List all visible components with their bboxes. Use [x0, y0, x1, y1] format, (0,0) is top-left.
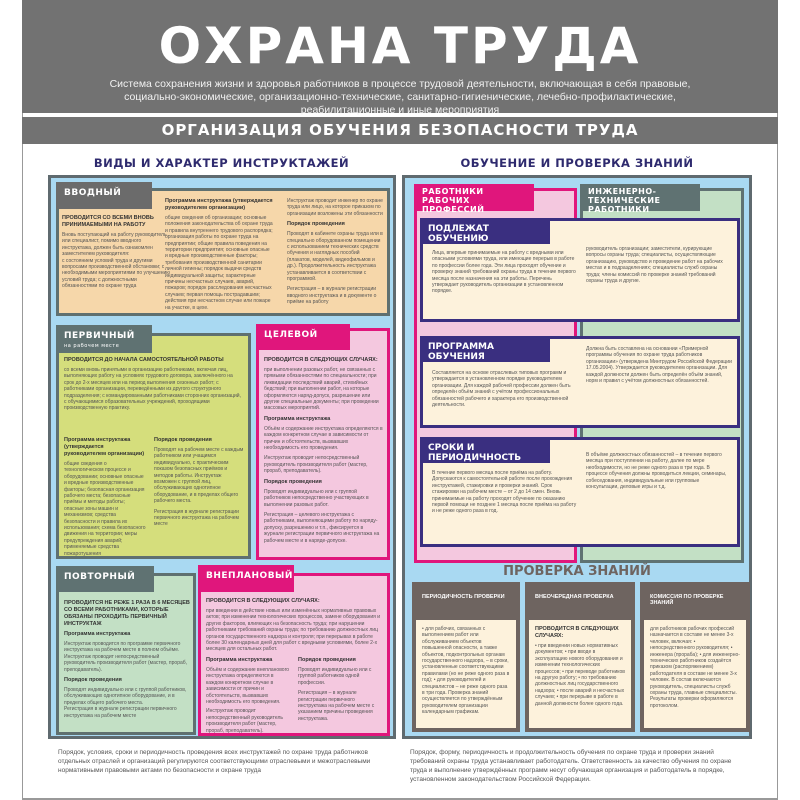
vvodny-list: с состоянием условий труда и другими вопросами производственной обстановки; с необходимыми мероприятиями по улучшению условий труда; с должностными обязанностями по охране труда [62, 257, 171, 290]
vvodny-heading: ПРОВОДИТСЯ СО ВСЕМИ ВНОВЬ ПРИНИМАЕМЫМИ НА РАБОТУ [62, 215, 154, 228]
check-card-tab: КОМИССИЯ ПО ПРОВЕРКЕ ЗНАНИЙ [644, 586, 746, 620]
vneplanovy-list: при введении в действие новых или изменённых нормативных правовых актов; при изменении технологических процессов, замене оборудования и других факторов, влияющих на безопасность труда; при нарушении работниками требований охраны труда; по требованию должностных лиц органов государственного надзора и контроля; при перерывах в работе более 30 календарных дней для работ с вредными условиями, более 2-х месяцев для остальных работ. [206, 608, 381, 653]
vvodny-who: Инструктаж проводит инженер по охране труда или лицо, на которое приказом по организации возложены эти обязанности [287, 198, 383, 217]
pervichny-sub: на рабочем месте [64, 343, 120, 349]
vneplanovy-order-heading: Порядок проведения [298, 657, 356, 663]
celevoy-text: при выполнении разовых работ, не связанных с прямыми обязанностями по специальности; при ликвидации последствий аварий, стихийных бедствий; при выполнении работ, на которые оформляются наряд-допуск, разрешение или другие специальные документы; при проведении массовых мероприятий. [264, 367, 379, 412]
vvodny-col3 [287, 198, 383, 306]
row-tab-programma: ПРОГРАММА ОБУЧЕНИЯ [420, 336, 550, 362]
pervichny-tab [56, 325, 152, 353]
section-band: ОРГАНИЗАЦИЯ ОБУЧЕНИЯ БЕЗОПАСНОСТИ ТРУДА [22, 117, 778, 144]
celevoy-heading: ПРОВОДИТСЯ В СЛЕДУЮЩИХ СЛУЧАЯХ: [264, 357, 378, 363]
pervichny-heading: ПРОВОДИТСЯ ДО НАЧАЛА САМОСТОЯТЕЛЬНОЙ РАБОТЫ [64, 357, 224, 363]
povtorny-tab: ПОВТОРНЫЙ [56, 566, 154, 592]
vvodny-tab: ВВОДНЫЙ [56, 182, 152, 209]
row-tab-obuchenie: ПОДЛЕЖАТ ОБУЧЕНИЮ [420, 218, 550, 244]
celevoy-reg: Регистрация – целевого инструктажа с работниками, выполняющими работу по наряду-допуску, разрешению и т.п., фиксируется в журнале регистрации первичного инструктажа на рабочем месте и в наряде-допуске. [264, 511, 380, 544]
celevoy-order-heading: Порядок проведения [264, 478, 322, 485]
row-text-engineers: Должна быть составлена на основании «Примерной программы обучения по охране труда работников организации» (утверждена Минтрудом Российской Федерации 17.05.2004). Утверждается руководителем организации. Для каждой должности должен быть определён объём знаний, норм и правил с учётом должностных обязанностей. [586, 346, 732, 385]
vneplanovy-who: Инструктаж проводит непосредственный руководитель производителя работ (мастер, прораб, преподаватель). [206, 708, 283, 734]
vneplanovy-tab: ВНЕПЛАНОВЫЙ [198, 565, 294, 592]
row-text-engineers: В объёме должностных обязанностей – в течение первого месяца при поступлении на работу, далее по мере необходимости, но не реже одного раза в три года. В процессе обучения должны проводиться лекции, семинары, собеседования, индивидуальные или групповые консультации, деловые игры и т.д. [586, 452, 727, 491]
povtorny-prog-heading: Программа инструктажа [64, 631, 131, 637]
check-card [412, 582, 520, 732]
check-card-tab: ВНЕОЧЕРЕДНАЯ ПРОВЕРКА [529, 586, 631, 620]
right-heading: ОБУЧЕНИЕ И ПРОВЕРКА ЗНАНИЙ [460, 156, 694, 170]
pervichny-reg: Регистрация в журнале регистрации первичного инструктажа на рабочем месте [154, 508, 239, 528]
left-heading: ВИДЫ И ХАРАКТЕР ИНСТРУКТАЖЕЙ [93, 156, 350, 170]
pervichny-order: Проводят на рабочем месте с каждым работником или учащимся индивидуально, с практическим показом безопасных приёмов и методов работы. Инструктаж возможен с группой лиц, обслуживающих однотипное оборудование, и в пределах общего рабочего места. [154, 447, 244, 505]
row-text-workers: Составляется на основе отраслевых типовых программ и утверждается в установленном порядке руководителем организации. Для каждой рабочей профессии должен быть определён объём знаний с учётом профессиональных обязанностей рабочего и характера его производственной деятельности. [432, 370, 571, 409]
vvodny-prog-heading: Программа инструктажа (утверждается руководителем организации) [165, 198, 273, 211]
row-text-engineers: руководитель организации; заместители, курирующие вопросы охраны труда; специалисты, осуществляющие организацию, руководство и проведение работ на рабочих местах и в подразделениях; специалисты служб охраны труда; члены комиссий по проверке знаний требований охраны труда и другие. [586, 246, 723, 285]
vvodny-col2 [165, 198, 273, 311]
povtorny-order-heading: Порядок проведения [64, 677, 122, 684]
workers-tab: РАБОТНИКИ РАБОЧИХ ПРОФЕССИЙ [414, 184, 534, 211]
row-tab-sroki: СРОКИ И ПЕРИОДИЧНОСТЬ [420, 437, 550, 463]
vneplanovy-reg: Регистрация – в журнале регистрации первичного инструктажа на рабочем месте с указанием причины проведения инструктажа. [298, 690, 375, 722]
check-card-text: • для рабочих, связанных с выполнением работ или обслуживанием объектов повышенной опасности, а также объектов, подконтрольных органам государственного надзора, – в сроки, установленные соответствующими правилами (но не реже одного раза в год); • для руководителей и специалистов – не реже одного раза в три года. Проверка знаний осуществляется по утверждённым руководителем организации календарным графикам. [422, 626, 510, 716]
celevoy-prog-heading: Программа инструктажа [264, 415, 331, 422]
pervichny-prog: общие сведения о технологическом процессе и оборудовании; основные опасные и вредные производственные факторы; безопасная организация рабочего места; безопасные приёмы и методы работы; опасные зоны машин и механизмов; средства безопасности и правила их использования; схема безопасного движения на территории; меры предупреждения аварий; применяемые средства пожаротушения [64, 461, 146, 557]
vvodny-order-heading: Порядок проведения [287, 221, 345, 228]
povtorny-prog: Инструктаж проводится по программе первичного инструктажа на рабочем месте в полном объёме. Инструктаж проводит непосредственный руководитель производителя работ (мастер, прораб, преподаватель). [64, 641, 188, 673]
vvodny-text: Вновь поступающий на работу руководитель или специалист, помимо вводного инструктажа, должен быть ознакомлен заместителем руководителя: [62, 232, 167, 258]
celevoy-order: Проводят индивидуально или с группой работников непосредственно участвующих в выполнении разовых работ. [264, 488, 369, 508]
check-card [525, 582, 635, 732]
pervichny-col2 [154, 437, 244, 528]
vneplanovy-prog: Объём и содержание внепланового инструктажа определяются в каждом конкретном случае в зависимости от причин и обстоятельств, вызвавших необходимость его проведения. [206, 667, 290, 706]
pervichny-col1 [64, 437, 146, 557]
celevoy-who: Инструктаж проводит непосредственный руководитель производителя работ (мастер, прораб, преподаватель). [264, 455, 368, 475]
vneplanovy-top [206, 598, 384, 653]
engineers-tab: ИНЖЕНЕРНО-ТЕХНИЧЕСКИЕ РАБОТНИКИ [580, 184, 700, 211]
celevoy-content [264, 357, 384, 544]
vneplanovy-order: Проводят индивидуально или с группой работников одной профессии. [298, 667, 372, 686]
povtorny-heading: ПРОВОДИТСЯ НЕ РЕЖЕ 1 РАЗА В 6 МЕСЯЦЕВ СО ВСЕМИ РАБОТНИКАМИ, КОТОРЫЕ ОБЯЗАНЫ ПРОХОДИТЬ ПЕРВИЧНЫЙ ИНСТРУКТАЖ [64, 600, 190, 627]
check-card-text: • при введении новых нормативных документов; • при вводе в эксплуатацию нового оборудования и изменении технологических процессов; • при переводе работников на другую работу; • по требованию должностных лиц государственного надзора; • после аварий и несчастных случаев; • при перерыве в работе в данной должности более одного года. [535, 643, 625, 707]
footer-right: Порядок, форму, периодичность и продолжительность обучения по охране труда и проверки знаний требований охраны труда устанавливает работодатель. Ответственность за качество обучения по охране труда и выполнение утверждённых программ несут обучающая организация и работодатель в порядке, установленном законодательством Российской Федерации. [410, 749, 732, 783]
vvodny-prog: общие сведения об организации; основные положения законодательства об охране труда и правила внутреннего трудового распорядка; организация работы по охране труда на предприятии; общие правила поведения на территории предприятия; основные опасные и вредные производственные факторы; требования производственной санитарии личной гигиены; порядок выдачи средств индивидуальной защиты; характерные причины несчастных случаев, аварий, пожаров; порядок расследования несчастных случаев; первая помощь пострадавшим; действия при несчастном случае или пожаре на участке, в цехе. [165, 215, 273, 311]
check-heading: ПРОВЕРКА ЗНАНИЙ [503, 564, 651, 579]
vvodny-col1 [62, 215, 172, 290]
pervichny-top [64, 357, 244, 412]
vneplanovy-prog-heading: Программа инструктажа [206, 657, 273, 663]
check-card-tab: ПЕРИОДИЧНОСТЬ ПРОВЕРКИ [416, 586, 516, 620]
pervichny-title: ПЕРВИЧНЫЙ [64, 331, 135, 341]
povtorny-reg: Регистрация в журнале регистрации первичного инструктажа на рабочем месте [64, 706, 177, 719]
povtorny-content [64, 600, 190, 719]
vvodny-order: Проводят в кабинете охраны труда или в специально оборудованном помещении с использованием технических средств обучения и наглядных пособий (плакатов, моделей, видеофильмов и др.). Продолжительность инструктажа устанавливается в соответствии с программой. [287, 231, 383, 283]
pervichny-list: со всеми вновь принятыми в организацию работниками, включая лиц, выполняющих работу на условиях трудового договора, заключённого на срок до 2-х месяцев или на период выполнения сезонных работ; с работниками организации, переведёнными из другого структурного подразделения; с командированными работниками сторонних организаций, с обучающимися образовательных учреждений, проходящими производственную практику. [64, 367, 241, 412]
vvodny-reg: Регистрация – в журнале регистрации вводного инструктажа и в документе о приёме на работу [287, 286, 377, 306]
header-band [22, 0, 778, 116]
vneplanovy-col1 [206, 657, 292, 734]
celevoy-prog: Объём и содержание инструктажа определяются в каждом конкретном случае в зависимости от причин и обстоятельств, вызвавших необходимость его проведения. [264, 425, 383, 452]
check-card [640, 582, 750, 732]
pervichny-order-heading: Порядок проведения [154, 437, 212, 443]
pervichny-prog-heading: Программа инструктажа (утверждается руководителем организации) [64, 437, 145, 457]
vneplanovy-heading: ПРОВОДИТСЯ В СЛЕДУЮЩИХ СЛУЧАЯХ: [206, 598, 320, 604]
vneplanovy-col2 [298, 657, 384, 722]
poster-subtitle: Система сохранения жизни и здоровья работников в процессе трудовой деятельности, включающая в себя правовые, социально-экономические, организационно-технические, санитарно-гигиенические, лечебно-профилактические, реабилитационные и иные мероприятия [109, 78, 691, 116]
row-text-workers: Лица, впервые принимаемые на работу с вредными или опасными условиями труда, или имеющие перерыв в работе по профессии более года. Эти лица проходят обучение и проверку знаний требований охраны труда в течение первого месяца после назначения на эти работы. Перечень утверждает руководитель организации в установленном порядке. [432, 250, 576, 295]
celevoy-tab: ЦЕЛЕВОЙ [256, 324, 350, 350]
check-card-heading: ПРОВОДИТСЯ В СЛЕДУЮЩИХ СЛУЧАЯХ: [535, 626, 619, 639]
row-text-workers: В течение первого месяца после приёма на работу. Допускаются к самостоятельной работе после прохождения инструктажей, стажировки и проверки знаний. Срок стажировки на рабочем месте – от 2 до 14 смен. Вновь принимаемые на работу проходят обучение по оказанию первой помощи не позднее 1 месяца после приёма на работу и не реже одного раза в год. [432, 470, 577, 515]
povtorny-order: Проводят индивидуально или с группой работников, обслуживающих однотипное оборудование, и в пределах общего рабочего места. [64, 687, 187, 706]
footer-left: Порядок, условия, сроки и периодичность проведения всех инструктажей по охране труда работников отдельных отраслей и организаций регулируются соответствующими отраслевыми и межотраслевыми нормативными правовыми актами по безопасности и охране труда [58, 749, 371, 774]
check-card-text: для работников рабочих профессий назначается в составе не менее 3-х человек, включая: • непосредственного руководителя; • инженера (прораба); • для инженерно-технических работников создаётся приказом (распоряжением) работодателя в составе не менее 3-х человек. В состав включаются руководитель, специалисты служб охраны труда, главные специалисты. Результаты проверки оформляются протоколом. [650, 626, 740, 709]
poster-title: ОХРАНА ТРУДА [158, 17, 642, 75]
